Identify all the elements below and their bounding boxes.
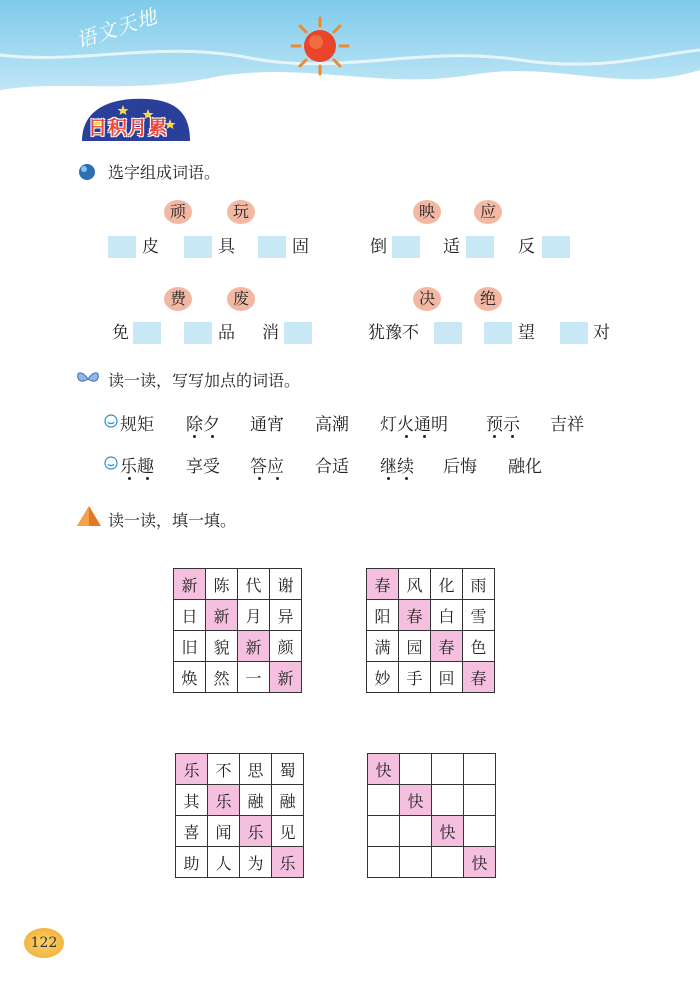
word-item: 享受 [186,457,220,477]
word-item: 灯火通明 [380,415,448,435]
section2-instruction: 读一读，写写加点的词语。 [108,371,301,390]
grid-row [174,662,302,693]
answer-blank[interactable] [133,322,161,344]
grid-cell: 色 [463,631,495,662]
word-item: 继续 [380,457,414,477]
page-number: 122 [24,928,64,958]
grid-cell[interactable] [400,816,432,847]
grid-row [367,600,495,631]
sun-icon [290,16,350,76]
grid-row [176,816,304,847]
grid-cell: 不 [208,754,240,785]
grid-cell[interactable] [368,816,400,847]
word-fragment: 犹豫不 [368,323,419,343]
grid-cell: 风 [399,569,431,600]
grid-cell: 乐 [208,785,240,816]
answer-blank[interactable] [484,322,512,344]
word-item: 预示 [486,415,520,435]
word-item: 乐趣 [120,457,154,477]
emphasis-dot [211,435,214,438]
word-fragment: 对 [593,323,610,343]
grid-cell: 快 [400,785,432,816]
idiom-grid-le [175,753,304,878]
grid-row [176,754,304,785]
grid-cell[interactable] [368,785,400,816]
grid-cell: 焕 [174,662,206,693]
grid-row [174,631,302,662]
grid-cell[interactable] [464,785,496,816]
grid-cell: 化 [431,569,463,600]
grid-cell: 异 [270,600,302,631]
grid-cell: 乐 [176,754,208,785]
grid-cell: 快 [368,754,400,785]
grid-cell: 融 [240,785,272,816]
answer-blank[interactable] [434,322,462,344]
option-bubble: 应 [474,200,502,224]
emphasis-dot [493,435,496,438]
grid-cell: 雨 [463,569,495,600]
grid-cell: 春 [463,662,495,693]
grid-cell: 满 [367,631,399,662]
grid-cell: 新 [206,600,238,631]
word-fragment: 消 [262,323,279,343]
grid-row [368,754,496,785]
answer-blank[interactable] [258,236,286,258]
grid-row [174,600,302,631]
grid-cell: 颜 [270,631,302,662]
grid-row [367,569,495,600]
answer-blank[interactable] [466,236,494,258]
grid-cell: 园 [399,631,431,662]
grid-cell: 蜀 [272,754,304,785]
grid-cell[interactable] [432,847,464,878]
grid-cell: 快 [464,847,496,878]
word-item: 通宵 [250,415,284,435]
grid-cell: 陈 [206,569,238,600]
emphasis-dot [423,435,426,438]
grid-row [174,569,302,600]
butterfly-icon [76,370,100,388]
option-bubble: 映 [413,200,441,224]
word-fragment: 固 [292,237,309,257]
grid-cell[interactable] [432,785,464,816]
grid-cell: 新 [238,631,270,662]
word-item: 规矩 [120,415,154,435]
word-fragment: 反 [518,237,535,257]
answer-blank[interactable] [542,236,570,258]
grid-cell: 乐 [272,847,304,878]
word-fragment: 免 [112,323,129,343]
word-item: 高潮 [315,415,349,435]
grid-cell[interactable] [464,754,496,785]
grid-cell[interactable] [400,754,432,785]
emphasis-dot [193,435,196,438]
option-bubble: 玩 [227,200,255,224]
grid-cell: 阳 [367,600,399,631]
emphasis-dot [511,435,514,438]
emphasis-dot [387,477,390,480]
grid-cell: 日 [174,600,206,631]
grid-row [176,785,304,816]
idiom-grid-chun [366,568,495,693]
answer-blank[interactable] [284,322,312,344]
word-item: 后悔 [443,457,477,477]
option-bubble: 废 [227,287,255,311]
grid-cell: 貌 [206,631,238,662]
answer-blank[interactable] [184,322,212,344]
emphasis-dot [128,477,131,480]
emphasis-dot [276,477,279,480]
grid-cell: 春 [431,631,463,662]
header-title: 语文天地 [73,3,161,53]
grid-row [176,847,304,878]
grid-cell: 春 [399,600,431,631]
grid-cell: 白 [431,600,463,631]
grid-cell: 喜 [176,816,208,847]
grid-row [368,816,496,847]
grid-cell: 代 [238,569,270,600]
idiom-grid-xin [173,568,302,693]
grid-cell: 然 [206,662,238,693]
grid-cell: 新 [270,662,302,693]
grid-cell[interactable] [432,754,464,785]
grid-cell: 快 [432,816,464,847]
emphasis-dot [405,435,408,438]
grid-cell[interactable] [464,816,496,847]
grid-cell: 旧 [174,631,206,662]
option-bubble: 费 [164,287,192,311]
grid-row [367,631,495,662]
grid-cell: 新 [174,569,206,600]
grid-cell[interactable] [400,847,432,878]
grid-cell: 思 [240,754,272,785]
word-fragment: 倒 [370,237,387,257]
grid-cell: 融 [272,785,304,816]
word-item: 吉祥 [550,415,584,435]
smiley-icon [104,456,118,470]
grid-row [368,785,496,816]
word-fragment: 皮 [142,237,159,257]
grid-cell: 妙 [367,662,399,693]
word-item: 除夕 [186,415,220,435]
idiom-grid-kuai [367,753,496,878]
grid-cell: 人 [208,847,240,878]
grid-cell: 回 [431,662,463,693]
word-item: 合适 [315,457,349,477]
grid-cell: 手 [399,662,431,693]
grid-cell: 助 [176,847,208,878]
section1-instruction: 选字组成词语。 [108,163,221,182]
word-item: 答应 [250,457,284,477]
grid-cell: 谢 [270,569,302,600]
word-fragment: 具 [218,237,235,257]
word-item: 融化 [508,457,542,477]
grid-cell: 乐 [240,816,272,847]
grid-cell: 一 [238,662,270,693]
option-bubble: 绝 [474,287,502,311]
badge-title: 日积月累 [88,117,169,139]
grid-cell: 春 [367,569,399,600]
grid-cell: 为 [240,847,272,878]
word-fragment: 适 [443,237,460,257]
word-fragment: 品 [218,323,235,343]
blue-ball-icon [78,163,96,181]
answer-blank[interactable] [560,322,588,344]
grid-row [368,847,496,878]
answer-blank[interactable] [392,236,420,258]
word-fragment: 望 [518,323,535,343]
emphasis-dot [405,477,408,480]
grid-cell[interactable] [368,847,400,878]
grid-cell: 其 [176,785,208,816]
section3-instruction: 读一读，填一填。 [108,511,237,530]
emphasis-dot [146,477,149,480]
triangle-icon [76,505,102,527]
answer-blank[interactable] [108,236,136,258]
grid-cell: 雪 [463,600,495,631]
grid-cell: 闻 [208,816,240,847]
answer-blank[interactable] [184,236,212,258]
grid-cell: 月 [238,600,270,631]
smiley-icon [104,414,118,428]
option-bubble: 决 [413,287,441,311]
grid-cell: 见 [272,816,304,847]
option-bubble: 顽 [164,200,192,224]
grid-row [367,662,495,693]
emphasis-dot [258,477,261,480]
